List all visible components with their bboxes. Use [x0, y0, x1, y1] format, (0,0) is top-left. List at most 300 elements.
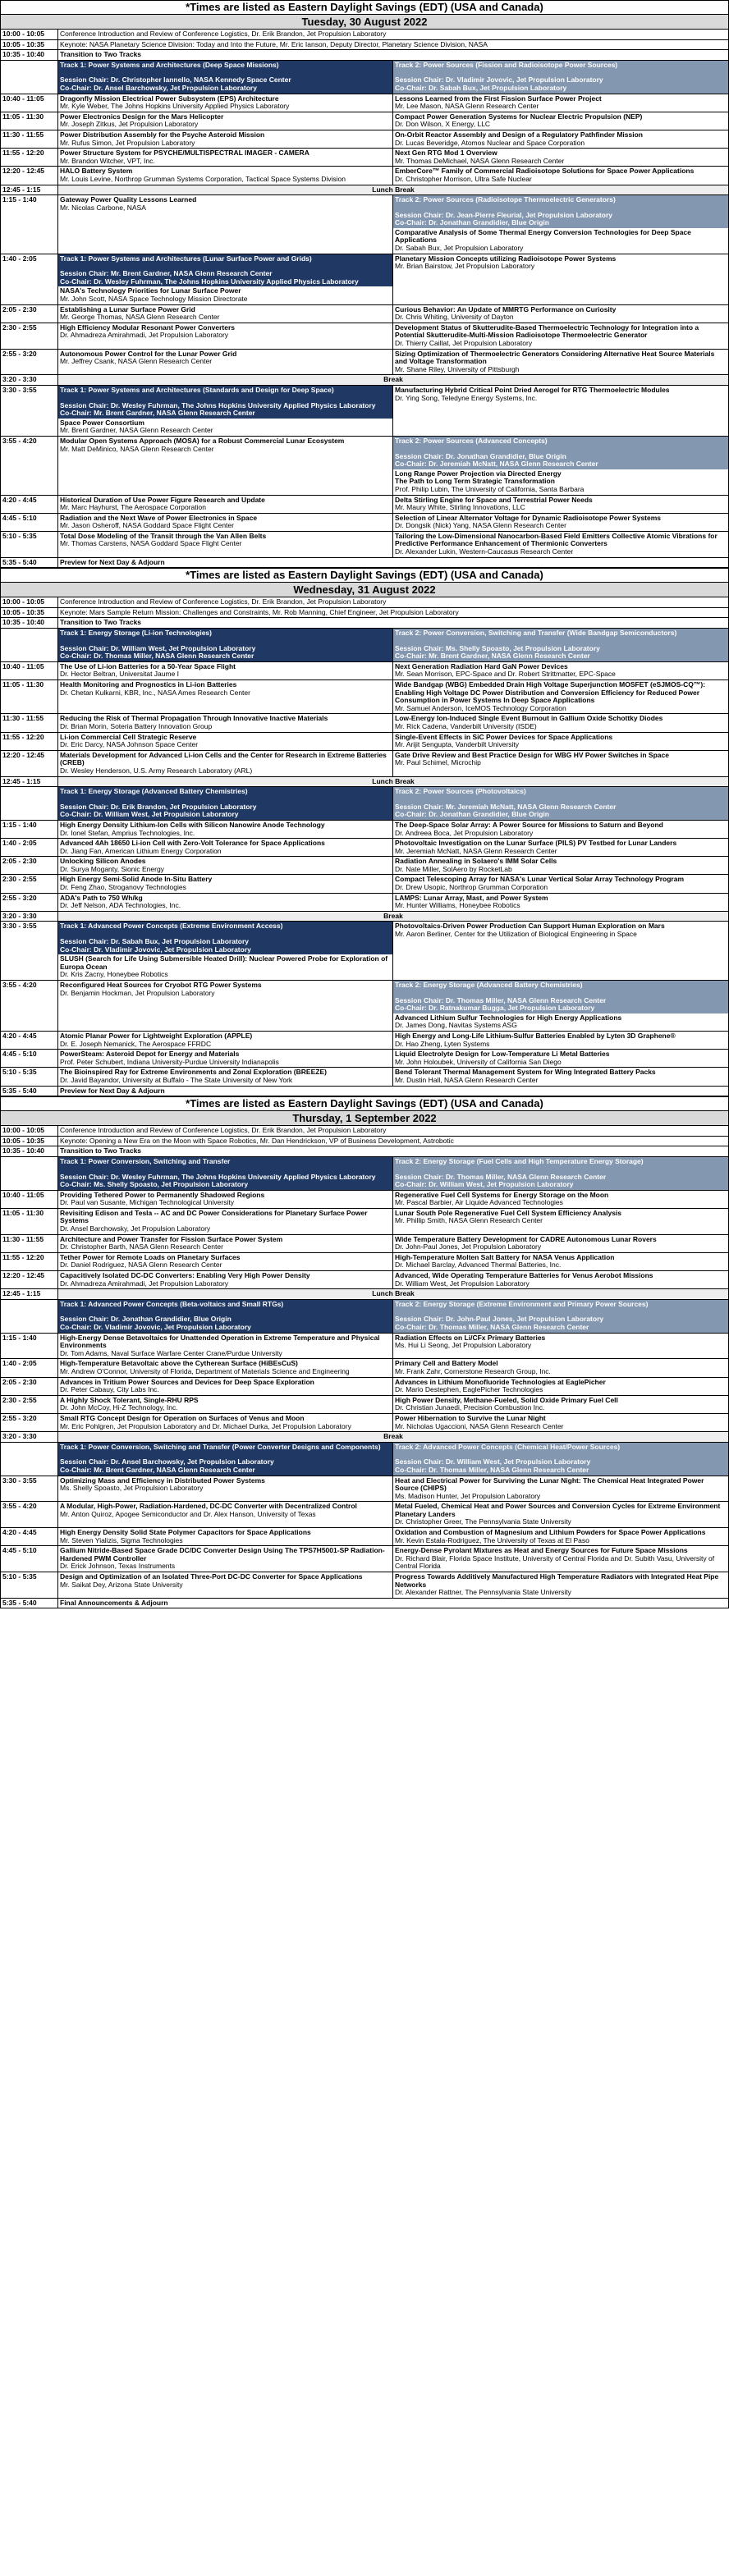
- track-2-talk: [393, 195, 728, 254]
- track-2-talk: [393, 1235, 728, 1252]
- talk-title: Power Distribution Assembly for the Psyche Asteroid Mission: [60, 130, 265, 139]
- time-slot: 10:35 - 10:40: [1, 1146, 58, 1156]
- track-2-talk: [393, 680, 728, 713]
- track-2-talk: [393, 875, 728, 892]
- session-chair: Co-Chair: Dr. William West, Jet Propulsion Laboratory: [60, 810, 239, 819]
- session-header: [60, 629, 391, 661]
- talk-speaker: Dr. Chris Whiting, University of Dayton: [395, 313, 514, 322]
- schedule-row: [1, 1414, 728, 1432]
- talk-speaker: Mr. Louis Levine, Northrop Grumman Systems Corporation, Tactical Space Systems Division: [60, 174, 346, 183]
- track-1-talk: [58, 857, 393, 874]
- talk-speaker: Dr. Drew Usopic, Northrop Grumman Corporation: [395, 883, 548, 892]
- time-slot: 5:35 - 5:40: [1, 558, 58, 568]
- session-header: [395, 1301, 727, 1332]
- talk-speaker: Ms. Madison Hunter, Jet Propulsion Laboratory: [395, 1491, 541, 1500]
- talk-title: Lunar South Pole Regenerative Fuel Cell System Efficiency Analysis: [395, 1208, 622, 1217]
- schedule-row: [1, 1209, 728, 1235]
- track-1-session: [58, 61, 393, 94]
- talk-title: Power Electronics Design for the Mars Helicopter: [60, 112, 224, 121]
- schedule-row: [1, 558, 728, 569]
- session-chair: Session Chair: Dr. Jonathan Grandidier, Blue Origin: [395, 451, 566, 460]
- talk-speaker: Dr. Christopher Greer, The Pennsylvania State University: [395, 1517, 571, 1526]
- session-chair: Co-Chair: Mr. Brent Gardner, NASA Glenn Research Center: [60, 1465, 255, 1474]
- timezone-notice: *Times are listed as Eastern Daylight Savings (EDT) (USA and Canada): [1, 1096, 728, 1111]
- session-header: [395, 629, 727, 661]
- schedule-row: [1, 50, 728, 61]
- track-2-talk: [393, 1191, 728, 1208]
- talk-title: Unlocking Silicon Anodes: [60, 857, 146, 866]
- schedule-row: [1, 1572, 728, 1599]
- track-1-talk: [58, 1271, 393, 1288]
- time-slot: 12:20 - 12:45: [1, 751, 58, 776]
- session-header: [60, 62, 391, 93]
- schedule-row: [1, 751, 728, 777]
- talk-speaker: Dr. Christopher Barth, NASA Glenn Research Center: [60, 1242, 223, 1251]
- talk-speaker: Dr. Ying Song, Teledyne Energy Systems, Inc.: [395, 393, 538, 402]
- track-2-talk: [393, 857, 728, 874]
- talk-title: Revisiting Edison and Tesla -- AC and DC Power Considerations for Planetary Surface Power Systems: [60, 1208, 368, 1225]
- talk-title: High-Temperature Molten Salt Battery for NASA Venus Application: [395, 1252, 615, 1261]
- talk-speaker: Dr. Javid Bayandor, University at Buffalo - The State University of New York: [60, 1075, 293, 1084]
- talk-speaker: Dr. E. Joseph Nemanick, The Aerospace FFRDC: [60, 1039, 212, 1048]
- track-2-session: [393, 195, 728, 228]
- talk-speaker: Dr. Mario Destephen, EaglePicher Technologies: [395, 1385, 543, 1394]
- schedule-row: [1, 922, 728, 981]
- talk-speaker: Dr. Ansel Barchowsky, Jet Propulsion Laboratory: [60, 1224, 211, 1233]
- track-1-session: [58, 1157, 393, 1190]
- track-2-talk: [393, 751, 728, 776]
- time-slot: 4:45 - 5:10: [1, 1050, 58, 1067]
- track-1-session: [58, 254, 392, 287]
- talk-title: Autonomous Power Control for the Lunar Power Grid: [60, 349, 237, 358]
- talk-speaker: Mr. Eric Pohlgren, Jet Propulsion Laboratory and Dr. Michael Durka, Jet Propulsion Laboratory: [60, 1421, 351, 1430]
- talk-title: ADA's Path to 750 Wh/kg: [60, 893, 143, 902]
- talk-speaker: Dr. Ahmadreza Amirahmadi, Jet Propulsion Laboratory: [60, 1279, 229, 1288]
- talk-title: EmberCore™ Family of Commercial Radioisotope Solutions for Space Power Applications: [395, 167, 695, 176]
- session-title: Track 2: Power Sources (Advanced Concepts): [395, 436, 548, 445]
- session-chair: Session Chair: Mr. Brent Gardner, NASA Glenn Research Center: [60, 269, 273, 278]
- track-1-talk: [58, 1476, 393, 1502]
- schedule-row: [1, 912, 728, 922]
- plenary-item: Preview for Next Day & Adjourn: [60, 557, 165, 566]
- break-label: Lunch Break: [58, 1289, 728, 1299]
- schedule-row: [1, 305, 728, 323]
- time-slot: 12:20 - 12:45: [1, 1271, 58, 1288]
- schedule-row: [1, 130, 728, 149]
- plenary-item: Transition to Two Tracks: [60, 50, 142, 59]
- track-1-talk: [58, 751, 393, 776]
- talk-speaker: Dr. Thierry Caillat, Jet Propulsion Laboratory: [395, 339, 533, 347]
- session-chair: Co-Chair: Dr. Thomas Miller, NASA Glenn Research Center: [395, 1465, 589, 1474]
- track-1-talk: [58, 680, 393, 713]
- session-chair: Co-Chair: Dr. Sabah Bux, Jet Propulsion Laboratory: [395, 83, 567, 92]
- time-slot: 11:30 - 11:55: [1, 1235, 58, 1252]
- track-2-talk: [393, 1050, 728, 1067]
- schedule-row: [1, 1443, 728, 1476]
- talk-title: Lessons Learned from the First Fission Surface Power Project: [395, 94, 602, 103]
- time-slot: 2:05 - 2:30: [1, 305, 58, 323]
- session-chair: Co-Chair: Dr. Ratnakumar Bugga, Jet Propulsion Laboratory: [395, 1004, 595, 1013]
- track-2-talk: [393, 981, 728, 1031]
- track-2-session: [393, 787, 728, 820]
- talk-speaker: Mr. Saikat Dey, Arizona State University: [60, 1580, 183, 1589]
- talk-title: Low-Energy Ion-Induced Single Event Burnout in Gallium Oxide Schottky Diodes: [395, 714, 663, 723]
- plenary-item: Transition to Two Tracks: [60, 618, 142, 627]
- talk-title: The Bioinspired Ray for Extreme Environments and Zonal Exploration (BREEZE): [60, 1068, 327, 1077]
- talk-title: PowerSteam: Asteroid Depot for Energy and Materials: [60, 1050, 240, 1059]
- schedule-row: [1, 714, 728, 732]
- track-1-talk: [58, 130, 393, 148]
- time-slot: 11:05 - 11:30: [1, 1209, 58, 1234]
- schedule-row: [1, 1476, 728, 1503]
- schedule-row: [1, 1300, 728, 1334]
- session-title: Track 2: Energy Storage (Advanced Battery Chemistries): [395, 981, 583, 989]
- schedule-row: [1, 254, 728, 305]
- track-1-talk: [58, 662, 393, 679]
- talk-title: LAMPS: Lunar Array, Mast, and Power System: [395, 893, 548, 902]
- talk-speaker: Dr. Hao Zheng, Lyten Systems: [395, 1039, 490, 1048]
- track-1-talk: [58, 305, 393, 323]
- talk-speaker: Dr. Feng Zhao, Stroganovy Technologies: [60, 883, 186, 892]
- time-slot: 3:55 - 4:20: [1, 1502, 58, 1527]
- track-1-talk: [58, 875, 393, 892]
- schedule-row: [1, 496, 728, 514]
- time-slot: 10:05 - 10:35: [1, 40, 58, 50]
- talk-speaker: Dr. Surya Moganty, Sionic Energy: [60, 864, 164, 873]
- session-title: Track 1: Power Systems and Architectures (Lunar Surface Power and Grids): [60, 254, 312, 263]
- talk-title: Energy-Dense Pyrolant Mixtures as Heat and Energy Sources for Future Space Missions: [395, 1546, 688, 1555]
- time-slot: 2:05 - 2:30: [1, 857, 58, 874]
- plenary-item: Conference Introduction and Review of Conference Logistics, Dr. Erik Brandon, Jet Propulsion Laboratory: [60, 30, 387, 38]
- plenary-item: Transition to Two Tracks: [60, 1146, 142, 1155]
- time-slot: 10:00 - 10:05: [1, 1126, 58, 1136]
- talk-title: Gallium Nitride-Based Space Grade DC/DC Converter Design Using The TPS7H5001-SP Radiation-Hardened PWM Controller: [60, 1546, 385, 1563]
- time-slot: 1:15 - 1:40: [1, 821, 58, 838]
- schedule-row: [1, 608, 728, 619]
- track-1-talk: [58, 1528, 393, 1545]
- session-header: [60, 387, 391, 418]
- track-2-talk: [393, 112, 728, 130]
- talk-title: Li-ion Commercial Cell Strategic Reserve: [60, 732, 197, 741]
- talk-title: Metal Fueled, Chemical Heat and Power Sources and Conversion Cycles for Extreme Environment Planetary Landers: [395, 1502, 721, 1518]
- session-chair: Co-Chair: Dr. Vladimir Jovovic, Jet Propulsion Laboratory: [60, 945, 251, 954]
- talk-title: Establishing a Lunar Surface Power Grid: [60, 304, 195, 313]
- track-2-talk: [393, 1572, 728, 1598]
- break-label: Lunch Break: [58, 777, 728, 787]
- time-slot: 10:40 - 11:05: [1, 1191, 58, 1208]
- track-1-talk: [58, 149, 393, 166]
- talk-title: Space Power Consortium: [60, 418, 144, 427]
- schedule-row: [1, 1289, 728, 1300]
- time-slot: 3:55 - 4:20: [1, 437, 58, 495]
- session-chair: Session Chair: Dr. Vladimir Jovovic, Jet Propulsion Laboratory: [395, 75, 603, 85]
- day-title: Thursday, 1 September 2022: [1, 1111, 728, 1126]
- plenary-item: Final Announcements & Adjourn: [60, 1598, 168, 1607]
- talk-speaker: Mr. Lee Mason, NASA Glenn Research Center: [395, 102, 539, 111]
- talk-speaker: Mr. Rufus Simon, Jet Propulsion Laboratory: [60, 138, 195, 147]
- track-2-talk: [393, 1378, 728, 1395]
- time-slot: 2:55 - 3:20: [1, 1414, 58, 1431]
- time-slot: 5:35 - 5:40: [1, 1599, 58, 1608]
- session-chair: Session Chair: Dr. Jonathan Grandidier, Blue Origin: [60, 1315, 232, 1324]
- talk-speaker: Mr. Maury White, Stirling Innovations, LLC: [395, 503, 525, 512]
- track-1-talk: [58, 1546, 393, 1572]
- day-title: Wednesday, 31 August 2022: [1, 583, 728, 597]
- talk-title: Reconfigured Heat Sources for Cryobot RTG Power Systems: [60, 981, 262, 989]
- talk-speaker: Dr. Eric Darcy, NASA Johnson Space Center: [60, 740, 199, 749]
- talk-title: Progress Towards Additively Manufactured High Temperature Radiators with Integrated Heat Pipe Networks: [395, 1572, 719, 1589]
- talk-title: Selection of Linear Alternator Voltage for Dynamic Radioisotope Power Systems: [395, 513, 662, 522]
- time-slot: 3:30 - 3:55: [1, 922, 58, 980]
- session-chair: Co-Chair: Dr. Jeremiah McNatt, NASA Glenn Research Center: [395, 460, 598, 469]
- talk-speaker: Dr. Wesley Henderson, U.S. Army Research Laboratory (ARL): [60, 766, 253, 775]
- time-slot: 10:40 - 11:05: [1, 94, 58, 112]
- track-1-talk: [58, 1209, 393, 1234]
- track-2-talk: [393, 130, 728, 148]
- track-2-talk: [393, 254, 728, 304]
- time-slot: 10:00 - 10:05: [1, 597, 58, 607]
- schedule-row: [1, 1050, 728, 1068]
- talk-speaker: Mr. Brent Gardner, NASA Glenn Research Center: [60, 426, 213, 435]
- talk-speaker: Mr. John Scott, NASA Space Technology Mission Directorate: [60, 295, 248, 304]
- time-slot: 1:40 - 2:05: [1, 839, 58, 856]
- talk-title: Liquid Electrolyte Design for Low-Temperature Li Metal Batteries: [395, 1050, 610, 1059]
- talk-title: Development Status of Skutterudite-Based Thermoelectric Technology for Integration into a Potential Skutterudite-Multi-Mission Radioisotope Thermoelectric Generator: [395, 323, 699, 340]
- talk-title: Modular Open Systems Approach (MOSA) for a Robust Commercial Lunar Ecosystem: [60, 436, 345, 445]
- talk-speaker: Dr. Dongsik (Nick) Yang, NASA Glenn Research Center: [395, 521, 566, 530]
- session-title: Track 2: Energy Storage (Extreme Environment and Primary Power Sources): [395, 1299, 649, 1308]
- talk-title: Power Structure System for PSYCHE/MULTISPECTRAL IMAGER - CAMERA: [60, 149, 309, 158]
- schedule-row: [1, 30, 728, 40]
- session-chair: Co-Chair: Dr. Vladimir Jovovic, Jet Propulsion Laboratory: [60, 1323, 251, 1331]
- track-1-talk: [58, 821, 393, 838]
- talk-speaker: Mr. Shane Riley, University of Pittsburgh: [395, 364, 520, 373]
- session-header: [395, 1158, 727, 1189]
- session-title: Track 2: Power Conversion, Switching and Transfer (Wide Bandgap Semiconductors): [395, 629, 677, 638]
- session-title: Track 1: Energy Storage (Advanced Battery Chemistries): [60, 787, 248, 796]
- time-slot: 4:45 - 5:10: [1, 1546, 58, 1572]
- talk-title: Oxidation and Combustion of Magnesium and Lithium Powders for Space Power Applications: [395, 1528, 706, 1537]
- talk-title: Compact Power Generation Systems for Nuclear Electric Propulsion (NEP): [395, 112, 643, 121]
- talk-title: Sizing Optimization of Thermoelectric Generators Considering Alternative Heat Source Materials and Voltage Transformation: [395, 349, 715, 366]
- time-slot: 5:10 - 5:35: [1, 1068, 58, 1085]
- track-2-talk: [393, 323, 728, 349]
- talk-speaker: Mr. Jeffrey Csank, NASA Glenn Research Center: [60, 357, 213, 366]
- talk-speaker: Dr. John McCoy, Hi-Z Technology, Inc.: [60, 1403, 178, 1412]
- talk-speaker: Dr. Kris Zacny, Honeybee Robotics: [60, 970, 168, 979]
- talk-speaker: Dr. Christopher Morrison, Ultra Safe Nuclear: [395, 174, 532, 183]
- talk-title: Materials Development for Advanced Li-ion Cells and the Center for Research in Extreme Batteries (CREB): [60, 750, 387, 767]
- session-header: [60, 922, 391, 954]
- talk-title: Optimizing Mass and Efficiency in Distributed Power Systems: [60, 1476, 265, 1485]
- talk-title: Bend Tolerant Thermal Management System for Wing Integrated Battery Packs: [395, 1068, 656, 1077]
- track-1-talk: [58, 733, 393, 750]
- track-1-talk: [58, 1253, 393, 1270]
- time-slot: 3:20 - 3:30: [1, 375, 58, 385]
- session-chair: Session Chair: Dr. Jean-Pierre Fleurial, Jet Propulsion Laboratory: [395, 210, 612, 219]
- talk-speaker: Dr. Erick Johnson, Texas Instruments: [60, 1562, 176, 1571]
- talk-speaker: Mr. Nicholas Ugaccioni, NASA Glenn Research Center: [395, 1421, 564, 1430]
- timezone-notice: *Times are listed as Eastern Daylight Savings (EDT) (USA and Canada): [1, 568, 728, 583]
- session-header: [395, 1444, 727, 1475]
- schedule-row: [1, 1068, 728, 1086]
- time-slot: [1, 1157, 58, 1190]
- track-1-talk: [58, 1068, 393, 1085]
- talk-speaker: Mr. Brian Bairstow, Jet Propulsion Laboratory: [395, 262, 535, 271]
- time-slot: 3:55 - 4:20: [1, 981, 58, 1031]
- schedule-row: [1, 787, 728, 821]
- schedule-row: [1, 618, 728, 629]
- schedule-row: [1, 514, 728, 532]
- track-1-talk: [58, 1572, 393, 1598]
- talk-title: NASA's Technology Priorities for Lunar Surface Power: [60, 286, 241, 295]
- talk-title: Atomic Planar Power for Lightweight Exploration (APPLE): [60, 1031, 253, 1040]
- session-chair: Co-Chair: Dr. Ansel Barchowsky, Jet Propulsion Laboratory: [60, 83, 257, 92]
- talk-title: Architecture and Power Transfer for Fission Surface Power System: [60, 1234, 283, 1243]
- talk-speaker: Dr. Sabah Bux, Jet Propulsion Laboratory: [395, 244, 524, 253]
- talk-speaker: Mr. Thomas Carstens, NASA Goddard Space Flight Center: [60, 539, 242, 548]
- talk-speaker: Dr. Chetan Kulkarni, KBR, Inc., NASA Ames Research Center: [60, 688, 250, 697]
- talk-speaker: Prof. Peter Schubert, Indiana University-Purdue University Indianapolis: [60, 1057, 279, 1066]
- track-2-talk: [393, 94, 728, 112]
- time-slot: 4:20 - 4:45: [1, 1032, 58, 1049]
- session-chair: Session Chair: Dr. Thomas Miller, NASA Glenn Research Center: [395, 995, 607, 1004]
- session-header: [60, 788, 391, 819]
- break-label: Break: [58, 1432, 728, 1442]
- session-title: Track 1: Energy Storage (Li-ion Technologies): [60, 629, 212, 638]
- session-title: Track 1: Advanced Power Concepts (Extreme Environment Access): [60, 922, 283, 931]
- time-slot: 4:20 - 4:45: [1, 496, 58, 513]
- time-slot: 2:30 - 2:55: [1, 875, 58, 892]
- talk-title: Tether Power for Remote Loads on Planetary Surfaces: [60, 1252, 241, 1261]
- schedule-row: [1, 839, 728, 857]
- talk-speaker: Mr. Samuel Anderson, IceMOS Technology Corporation: [395, 703, 566, 712]
- talk-title: Gateway Power Quality Lessons Learned: [60, 195, 197, 204]
- talk-title: The Path to Long Term Strategic Transformation: [395, 477, 555, 486]
- talk-title: Heat and Electrical Power for Surviving the Lunar Night: The Chemical Heat Integrated Power Source (CHIPS): [395, 1476, 704, 1493]
- time-slot: [1, 1443, 58, 1476]
- schedule-row: [1, 185, 728, 196]
- track-2-talk: [393, 532, 728, 557]
- time-slot: 4:45 - 5:10: [1, 514, 58, 531]
- schedule-row: [1, 1396, 728, 1414]
- session-chair: Co-Chair: Dr. Thomas Miller, NASA Glenn Research Center: [395, 1323, 589, 1331]
- talk-title: Tailoring the Low-Dimensional Nanocarbon-Based Field Emitters Collective Atomic Vibrations for Predictive Performance Enhancement of Thermionic Converters: [395, 531, 718, 548]
- talk-speaker: Dr. Tom Adams, Naval Surface Warfare Center Crane/Purdue University: [60, 1348, 282, 1357]
- track-1-talk: [58, 1334, 393, 1359]
- schedule-row: [1, 1137, 728, 1147]
- talk-title: SLUSH (Search for Life Using Submersible Heated Drill): Nuclear Powered Probe for Exploration of Europa Ocean: [60, 954, 388, 971]
- time-slot: 2:30 - 2:55: [1, 323, 58, 349]
- talk-title: High-Temperature Betavoltaic above the Cytherean Surface (HiBEsCuS): [60, 1359, 298, 1368]
- track-2-session: [393, 1443, 728, 1476]
- talk-speaker: Mr. Kyle Weber, The Johns Hopkins University Applied Physics Laboratory: [60, 102, 290, 111]
- schedule-row: [1, 1191, 728, 1209]
- time-slot: [1, 787, 58, 820]
- schedule-row: [1, 857, 728, 875]
- talk-title: Design and Optimization of an Isolated Three-Port DC-DC Converter for Space Applications: [60, 1572, 363, 1581]
- time-slot: 11:55 - 12:20: [1, 733, 58, 750]
- session-chair: Session Chair: Dr. Wesley Fuhrman, The Johns Hopkins University Applied Physics Laboratory: [60, 400, 376, 410]
- talk-speaker: Dr. Don Wilson, X Energy, LLC: [395, 120, 491, 129]
- track-2-talk: [393, 496, 728, 513]
- talk-title: Next Generation Radiation Hard GaN Power Devices: [395, 661, 568, 670]
- track-1-talk: [58, 112, 393, 130]
- session-title: Track 1: Power Conversion, Switching and Transfer: [60, 1156, 231, 1165]
- talk-speaker: Mr. Paul Schimel, Microchip: [395, 758, 481, 767]
- session-chair: Co-Chair: Dr. William West, Jet Propulsion Laboratory: [395, 1180, 574, 1189]
- track-1-talk: [58, 1359, 393, 1376]
- talk-title: Dragonfly Mission Electrical Power Subsystem (EPS) Architecture: [60, 94, 279, 103]
- schedule-row: [1, 1528, 728, 1546]
- session-chair: Session Chair: Dr. Christopher Iannello, NASA Kennedy Space Center: [60, 75, 291, 85]
- schedule-row: [1, 167, 728, 185]
- talk-title: Long Range Power Projection via Directed Energy: [395, 469, 562, 478]
- talk-title: High Efficiency Modular Resonant Power Converters: [60, 323, 236, 332]
- session-title: Track 1: Power Systems and Architectures (Standards and Design for Deep Space): [60, 385, 334, 394]
- talk-title: High Energy Density Lithium-Ion Cells with Silicon Nanowire Anode Technology: [60, 820, 325, 829]
- session-title: Track 1: Power Systems and Architectures (Deep Space Missions): [60, 60, 279, 69]
- track-2-talk: [393, 1068, 728, 1085]
- talk-speaker: Mr. Nicolas Carbone, NASA: [60, 203, 146, 212]
- session-chair: Session Chair: Mr. Jeremiah McNatt, NASA Glenn Research Center: [395, 802, 617, 811]
- session-chair: Session Chair: Dr. William West, Jet Propulsion Laboratory: [395, 1457, 591, 1466]
- talk-title: Providing Tethered Power to Permanently Shadowed Regions: [60, 1190, 265, 1199]
- time-slot: [1, 629, 58, 661]
- schedule-row: [1, 1235, 728, 1253]
- talk-title: Capacitively Isolated DC-DC Converters: Enabling Very High Power Density: [60, 1271, 310, 1280]
- talk-speaker: Dr. Peter Cabauy, City Labs Inc.: [60, 1385, 159, 1394]
- track-2-talk: [393, 1253, 728, 1270]
- time-slot: 12:45 - 1:15: [1, 1289, 58, 1299]
- time-slot: 10:35 - 10:40: [1, 50, 58, 60]
- schedule-row: [1, 629, 728, 662]
- schedule-row: [1, 1032, 728, 1050]
- schedule-row: [1, 1271, 728, 1289]
- session-header: [60, 1444, 391, 1475]
- session-title: Track 2: Advanced Power Concepts (Chemical Heat/Power Sources): [395, 1442, 621, 1451]
- talk-title: Photovoltaics-Driven Power Production Can Support Human Exploration on Mars: [395, 922, 665, 931]
- talk-speaker: Dr. Brian Morin, Soteria Battery Innovation Group: [60, 721, 213, 730]
- schedule-row: [1, 1502, 728, 1528]
- track-1-talk: [58, 1414, 393, 1431]
- track-2-talk: [393, 1271, 728, 1288]
- talk-title: Small RTG Concept Design for Operation on Surfaces of Venus and Moon: [60, 1413, 305, 1422]
- talk-title: Wide Temperature Battery Development for CADRE Autonomous Lunar Rovers: [395, 1234, 657, 1243]
- talk-speaker: Mr. Pascal Barbier, Air Liquide Advanced Technologies: [395, 1198, 563, 1207]
- talk-title: Total Dose Modeling of the Transit through the Van Allen Belts: [60, 531, 267, 540]
- schedule-row: [1, 597, 728, 608]
- talk-speaker: Mr. Phillip Smith, NASA Glenn Research Center: [395, 1216, 543, 1225]
- talk-title: High Energy Semi-Solid Anode In-Situ Battery: [60, 875, 213, 884]
- session-chair: Session Chair: Dr. Ansel Barchowsky, Jet Propulsion Laboratory: [60, 1457, 274, 1466]
- track-1-talk: [58, 922, 393, 980]
- plenary-item: Keynote: Opening a New Era on the Moon with Space Robotics, Mr. Dan Hendrickson, VP of Business Development, Astrobotic: [60, 1136, 454, 1145]
- time-slot: 12:45 - 1:15: [1, 777, 58, 787]
- schedule-row: [1, 386, 728, 437]
- talk-title: Gate Drive Review and Best Practice Design for WBG HV Power Switches in Space: [395, 750, 669, 759]
- plenary-item: Keynote: Mars Sample Return Mission: Challenges and Constraints, Mr. Rob Manning, Chief Engineer, Jet Propulsion Laboratory: [60, 607, 459, 616]
- track-1-talk: [58, 1396, 393, 1413]
- talk-speaker: Dr. Ahmadreza Amirahmadi, Jet Propulsion Laboratory: [60, 331, 229, 340]
- time-slot: 10:00 - 10:05: [1, 30, 58, 39]
- track-2-talk: [393, 922, 728, 980]
- track-1-talk: [58, 254, 393, 304]
- track-2-talk: [393, 386, 728, 436]
- time-slot: 3:20 - 3:30: [1, 1432, 58, 1442]
- talk-title: High Energy and Long-Life Lithium-Sulfur Batteries Enabled by Lyten 3D Graphene®: [395, 1031, 676, 1040]
- session-header: [395, 196, 727, 227]
